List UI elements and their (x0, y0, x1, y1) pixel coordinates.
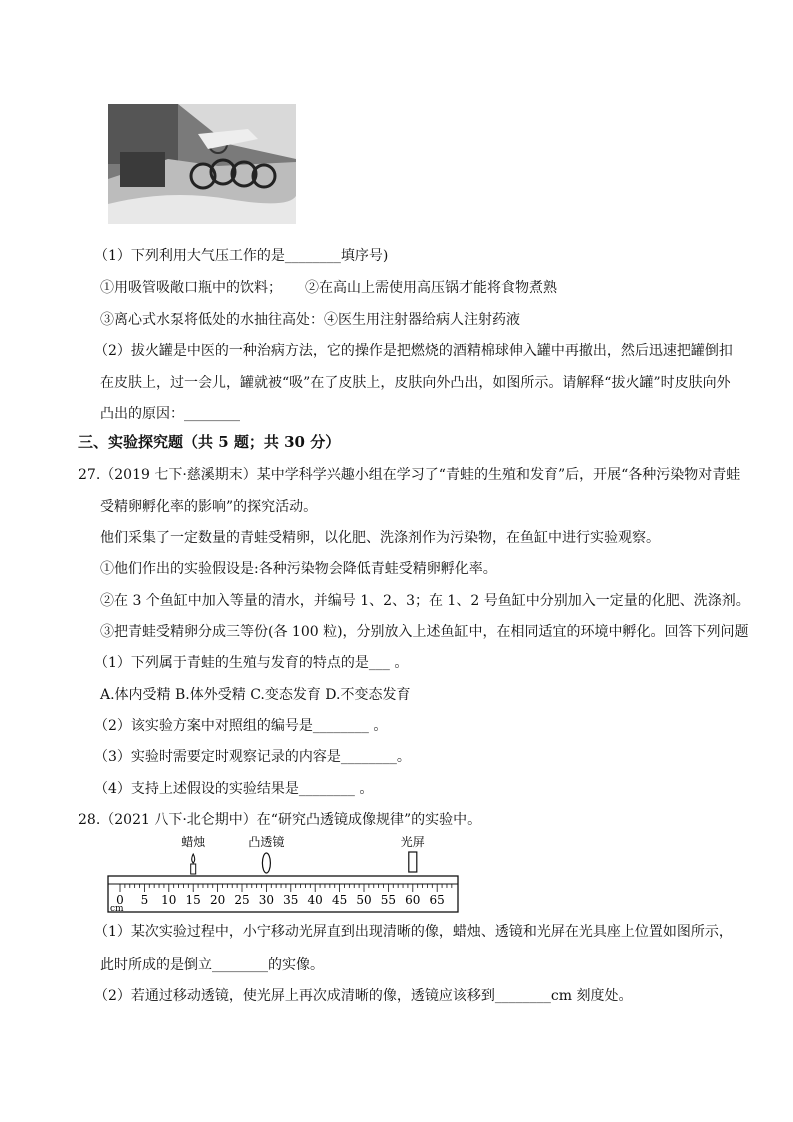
q27-paragraph-1: 他们采集了一定数量的青蛙受精卵，以化肥、洗涤剂作为污染物，在鱼缸中进行实验观察。 (100, 530, 660, 546)
scale-tick-label: 40 (307, 893, 323, 907)
scale-tick-label: 15 (185, 893, 201, 907)
q26-sub2-line3: 凸出的原因：________ (100, 406, 240, 422)
screen-label: 光屏 (400, 835, 425, 849)
q28-stem: 28.（2021 八下·北仑期中）在“研究凸透镜成像规律”的实验中。 (78, 812, 482, 828)
cupping-therapy-photo (108, 104, 296, 224)
q27-sub4: （4）支持上述假设的实验结果是________ 。 (94, 781, 374, 797)
scale-tick-label: 45 (331, 893, 348, 907)
scale-tick-label: 55 (380, 893, 397, 907)
q27-sub2: （2）该实验方案中对照组的编号是________ 。 (94, 718, 388, 734)
scale-tick-label: 25 (234, 893, 250, 907)
q26-option-1: ①用吸管吸敞口瓶中的饮料； (100, 280, 282, 296)
candle-icon (191, 854, 196, 874)
section-3-title: 三、实验探究题（共 5 题；共 30 分） (78, 433, 341, 451)
q27-sub1: （1）下列属于青蛙的生殖与发育的特点的是___ 。 (94, 655, 409, 671)
scale-tick-label: 20 (209, 893, 226, 907)
q26-sub2-line2: 在皮肤上，过一会儿，罐就被“吸”在了皮肤上，皮肤向外凸出，如图所示。请解释“拔火罐”时皮肤向外 (100, 375, 731, 391)
optical-bench-svg (100, 832, 465, 914)
q27-sub1-options: A.体内受精 B.体外受精 C.变态发育 D.不变态发育 (100, 687, 411, 703)
q28-sub1-line2: 此时所成的是倒立________的实像。 (100, 957, 324, 973)
scale-tick-label: 30 (258, 893, 275, 907)
scale-tick-label: 0 (116, 893, 124, 907)
q27-paragraph-2: ①他们作出的实验假设是:各种污染物会降低青蛙受精卵孵化率。 (100, 561, 497, 577)
lens-label: 凸透镜 (248, 835, 285, 849)
candle-label: 蜡烛 (181, 835, 206, 849)
q26-sub2-line1: （2）拔火罐是中医的一种治病方法，它的操作是把燃烧的酒精棉球伸入罐中再撤出，然后迅速把罐倒扣 (94, 343, 733, 359)
cupping-therapy-photo-icon (108, 104, 296, 224)
q27-sub3: （3）实验时需要定时观察记录的内容是________。 (94, 749, 411, 765)
q26-option-3-4: ③离心式水泵将低处的水抽往高处：④医生用注射器给病人注射药液 (100, 312, 520, 328)
optical-bench-figure (100, 832, 465, 914)
scale-tick-label: 5 (140, 893, 149, 907)
scale-tick-label: 65 (429, 893, 445, 907)
q26-option-2: ②在高山上需使用高压锅才能将食物煮熟 (305, 280, 557, 296)
unit-label: cm (110, 904, 124, 914)
q28-sub2: （2）若通过移动透镜，使光屏上再次成清晰的像，透镜应该移到________cm 刻度处。 (94, 988, 633, 1004)
q28-sub1-line1: （1）某次实验过程中，小宁移动光屏直到出现清晰的像，蜡烛、透镜和光屏在光具座上位置如图所示， (94, 924, 733, 940)
q27-stem-line2: 受精卵孵化率的影响”的探究活动。 (100, 499, 318, 515)
light-screen-icon (409, 852, 417, 872)
convex-lens-icon (262, 853, 270, 873)
scale-tick-label: 35 (283, 893, 299, 907)
scale-tick-label: 50 (356, 893, 372, 907)
q27-stem-line1: 27.（2019 七下·慈溪期末）某中学科学兴趣小组在学习了“青蛙的生殖和发育”后，开展“各种污染物对青蛙 (78, 467, 741, 483)
q27-paragraph-3: ②在 3 个鱼缸中加入等量的清水，并编号 1、2、3；在 1、2 号鱼缸中分别加入一定量的化肥、洗涤剂。 (100, 593, 750, 609)
q26-sub1: （1）下列利用大气压工作的是________填序号) (94, 248, 389, 264)
scale-tick-label: 60 (405, 893, 421, 907)
scale-tick-label: 10 (161, 893, 177, 907)
scale-ticks (116, 884, 452, 907)
candle-body (191, 864, 196, 874)
q27-paragraph-4: ③把青蛙受精卵分成三等份(各 100 粒)，分别放入上述鱼缸中，在相同适宜的环境中孵化。回答下列问题 (100, 624, 749, 640)
candle-flame (192, 854, 195, 863)
